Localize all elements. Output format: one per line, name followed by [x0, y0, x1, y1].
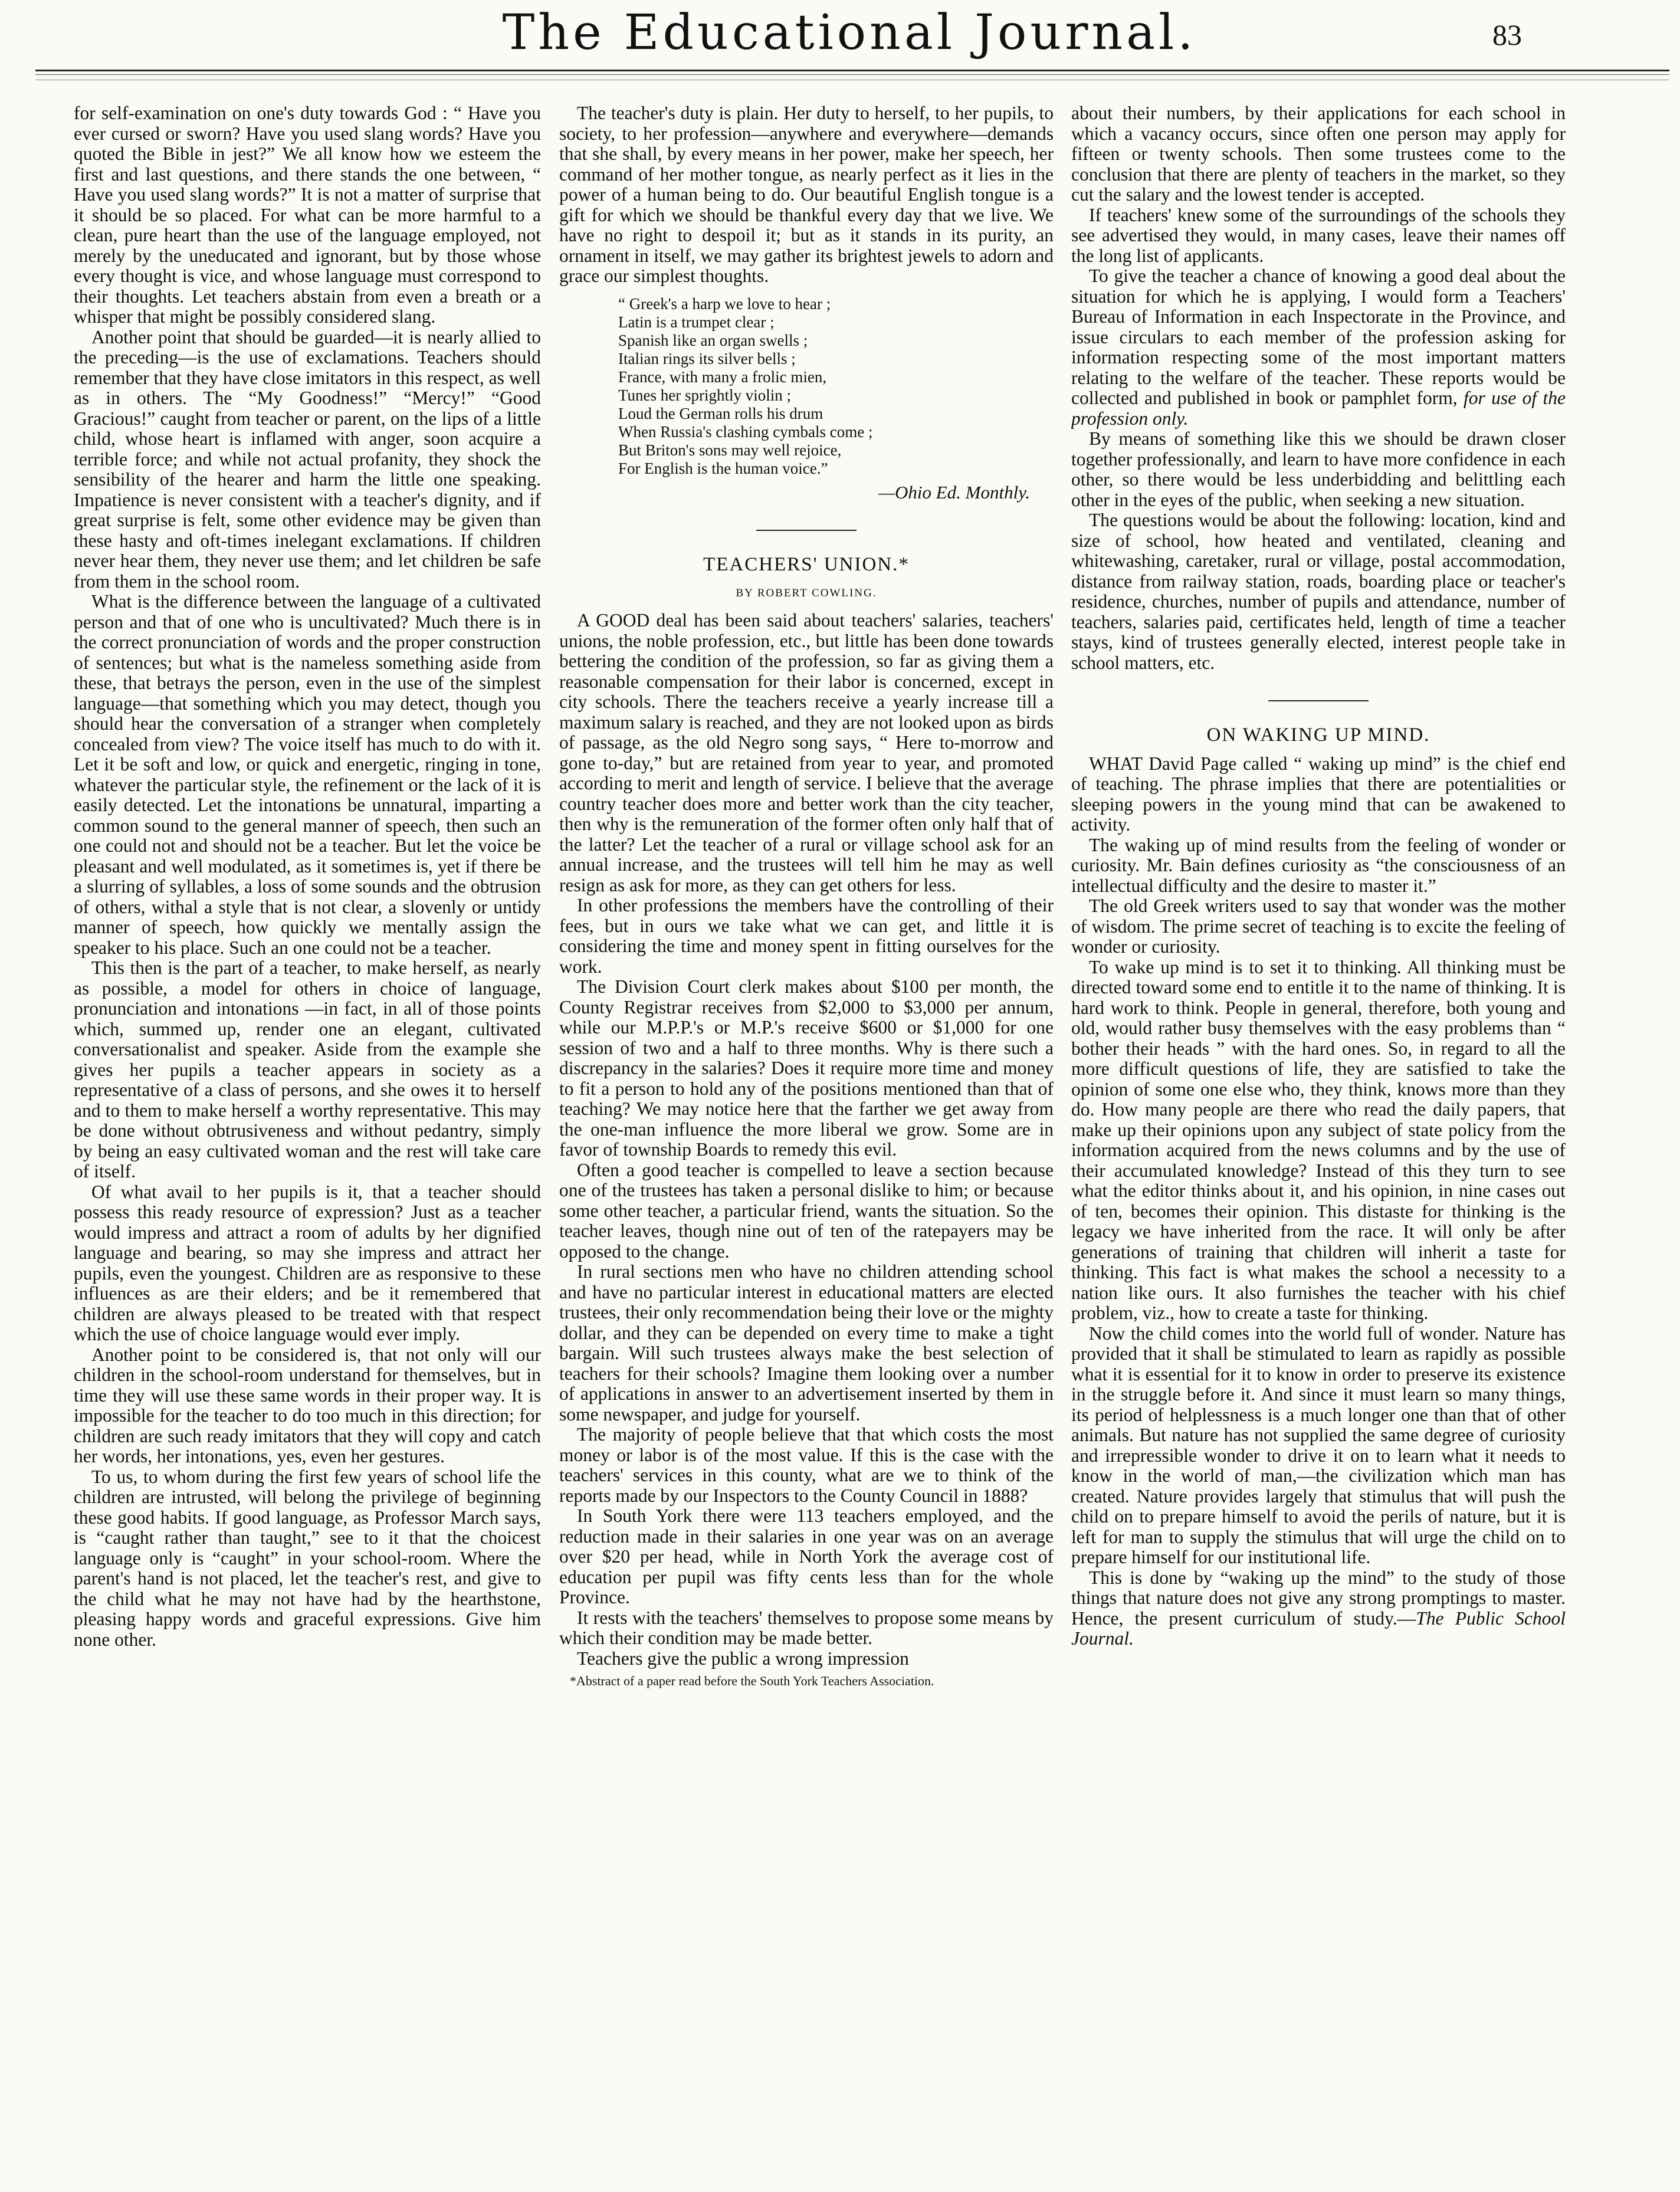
article-source: The Public School Journal.: [1071, 1607, 1566, 1649]
section-divider: [1268, 700, 1369, 701]
paragraph: Now the child comes into the world full of wonder. Nature has provided that it shall be stimulated to learn as rapidly as possible what it is essential for it to know in order to preserve its existence in the struggle before it. And since it must learn so many things, its period of helplessness is a much longer one than that of other animals. But nature has not supplied the same degree of curiosity and irrepressible wonder to drive it on to learn what it needs to know in the world of man,—the civilization which man has created. Nature provides largely that stimulus that will push the child on to prepare himself to avoid the perils of nature, but it is left for man to supply the stimulus that will urge the child on to prepare himself for our institutional life.: [1071, 1323, 1566, 1567]
poem-line: Tunes her sprightly violin ;: [618, 386, 792, 404]
paragraph: It rests with the teachers' themselves to propose some means by which their condition may be made better.: [559, 1607, 1054, 1648]
paragraph: This then is the part of a teacher, to make herself, as nearly as possible, a model for others in choice of language, pronunciation and intonations —in fact, in all of those points which, summed up, render one an elegant, cultivated conversationalist and speaker. Aside from the example she gives her pupils a teacher appears in society as a representative of a class of persons, and she owes it to herself and to them to make herself a worthy representative. This may be done without obtrusiveness and without pedantry, simply by being an easy cultivated woman and the rest will take care of itself.: [74, 957, 541, 1182]
column-right: [1071, 103, 1566, 2177]
article-byline: BY ROBERT COWLING.: [736, 586, 877, 599]
paragraph: WHAT David Page called “ waking up mind” is the chief end of teaching. The phrase implies that there are potentialities or sleeping powers in the young mind that can be awakened to activity.: [1071, 753, 1566, 835]
poem-line: Italian rings its silver bells ;: [618, 349, 796, 367]
paragraph: [1071, 266, 1566, 429]
paragraph-text: This is done by “waking up the mind” to the study of those things that nature does not give any strong promptings to master. Hence, the present curriculum of study.—: [1071, 1567, 1566, 1629]
paragraph: Teachers give the public a wrong impression: [577, 1648, 909, 1669]
paragraph: Of what avail to her pupils is it, that a teacher should possess this ready resource of expression? Just as a teacher would impress and attract a room of adults by her dignified language and bearing, so may she impress and attract her pupils, even the youngest. Children are as responsive to these influences as are their elders; and be it remembered that children are always pleased to be treated with that respect which the use of choice language would ever imply.: [74, 1181, 541, 1344]
masthead: [0, 0, 1680, 65]
section-divider: [756, 530, 857, 531]
paragraph-text: To give the teacher a chance of knowing a good deal about the situation for which he is applying, I would form a Teachers' Bureau of Information in each Inspectorate in the Province, and issue circulars to each member of the profession asking for information respecting some of the most important matters relating to the welfare of the teacher. These reports would be collected and published in book or pamphlet form,: [1071, 265, 1566, 408]
article-heading: ON WAKING UP MIND.: [1206, 724, 1430, 746]
paragraph: The questions would be about the following: location, kind and size of school, how heated and ventilated, cleaning and whitewashing, caretaker, rural or village, postal accommodation, distance from railway station, roads, boarding place or teacher's residence, churches, number of pupils and attendance, number of teachers, salaries paid, certificates held, length of time a teacher stays, kind of trustees generally elected, interest people take in school matters, etc.: [1071, 510, 1566, 673]
paragraph: The waking up of mind results from the feeling of wonder or curiosity. Mr. Bain defines curiosity as “the consciousness of an intellectual difficulty and the desire to master it.”: [1071, 834, 1566, 896]
paragraph: Often a good teacher is compelled to leave a section because one of the trustees has taken a personal dislike to him; or because some other teacher, a particular friend, wants the situation. So the teacher leaves, though nine out of ten of the ratepayers may be opposed to the change.: [559, 1159, 1054, 1262]
masthead-rule-thin: [35, 74, 1669, 75]
footnote: *Abstract of a paper read before the South York Teachers Association.: [570, 1673, 934, 1688]
paragraph: A GOOD deal has been said about teachers' salaries, teachers' unions, the noble profession, etc., but little has been done towards bettering the condition of the profession, so far as giving them a reasonable compensation for their labor is concerned, except in city schools. There the teachers receive a yearly increase till a maximum salary is reached, and they are not looked upon as birds of passage, as the old Negro song says, “ Here to-morrow and gone to-day,” but are retained from year to year, and promoted according to merit and length of service. I believe that the average country teacher does more and better work than the city teacher, then why is the remuneration of the former often only half that of the latter? Let the teacher of a rural or village school ask for an annual increase, and the trustees will tell him he may as well resign as ask for more, as they can get others for less.: [559, 610, 1054, 895]
poem-line: “ Greek's a harp we love to hear ;: [618, 294, 831, 313]
paragraph: To wake up mind is to set it to thinking. All thinking must be directed toward some end to entitle it to the name of thinking. It is hard work to think. People in general, therefore, both young and old, would rather busy themselves with the easy problems than “ bother their heads ” with the hard ones. So, in regard to all the more difficult questions of life, they are satisfied to take the opinion of some one else who, they think, knows more than they do. How many people are there who read the daily papers, that make up their opinions upon any subject of state policy from the information acquired from the news columns and by the use of their accumulated knowledge? Instead of this they turn to see what the editor thinks about it, and his opinion, in nine cases out of ten, becomes their opinion. This distaste for thinking is the legacy we have inherited from the race. It will only be after generations of training that children will inherit a taste for thinking. This fact is what makes the school a necessity to a nation like ours. It also furnishes the teacher with his chief problem, viz., how to create a taste for thinking.: [1071, 956, 1566, 1323]
paragraph: Another point that should be guarded—it is nearly allied to the preceding—is the use of exclamations. Teachers should remember that they have close imitators in this respect, as well as in others. The “My Goodness!” “Mercy!” “Good Gracious!” caught from teacher or parent, on the lips of a little child, whose heart is inflamed with anger, soon acquire a terrible force; and while not actual profanity, they shock the sensibility of the hearer and harm the little one speaking. Impatience is never consistent with a teacher's dignity, and if great surprise is felt, some other evidence may be given than these hasty and oft-times inelegant exclamations. If children never hear them, they never use them; and let children be safe from them in the school room.: [74, 326, 541, 592]
paragraph: By means of something like this we should be drawn closer together professionally, and learn to have more confidence in each other, so there would be less underbidding and belittling each other in the eyes of the public, when seeking a new situation.: [1071, 428, 1566, 510]
paragraph: If teachers' knew some of the surroundings of the schools they see advertised they would, in many cases, leave their names off the long list of applicants.: [1071, 204, 1566, 266]
paragraph: What is the difference between the language of a cultivated person and that of one who is uncultivated? Much there is in the correct pronunciation of words and the proper construction of sentences; but what is the nameless something aside from these, that betrays the person, even in the use of the simplest language—that something which you may detect, though you should hear the conversation of a stranger when completely concealed from view? The voice itself has much to do with it. Let it be soft and low, or quick and energetic, ringing in tone, whatever the particular style, the refinement or the lack of it is easily detected. Let the intonations be unnatural, imparting a common sound to the general manner of speech, then such an one could not and should not be a teacher. But let the voice be pleasant and well modulated, as it sometimes is, yet if there be a slurring of syllables, a loss of some sounds and the obtrusion of others, withal a style that is not clear, a slovenly or untidy manner of speech, how quickly we mentally assign the speaker to his place. Such an one could not be a teacher.: [74, 591, 541, 958]
poem-line: When Russia's clashing cymbals come ;: [618, 422, 873, 441]
poem-line: Loud the German rolls his drum: [618, 404, 823, 422]
poem-line: Latin is a trumpet clear ;: [618, 313, 775, 331]
poem-source: —Ohio Ed. Monthly.: [878, 481, 1030, 503]
poem-line: But Briton's sons may well rejoice,: [618, 441, 842, 459]
paragraph: In South York there were 113 teachers employed, and the reduction made in their salaries in one year was on an average over $20 per head, while in North York the average cost of education per pupil was fifty cents less than for the whole Province.: [559, 1505, 1054, 1607]
paragraph: Another point to be considered is, that not only will our children in the school-room understand for themselves, but in time they will use these same words in their proper way. It is impossible for the teacher to do too much in this direction; for children are such ready imitators that they will copy and catch her words, her intonations, yes, even her gestures.: [74, 1344, 541, 1466]
masthead-rule: [35, 70, 1669, 71]
paragraph: To us, to whom during the first few years of school life the children are intrusted, will belong the privilege of beginning these good habits. If good language, as Professor March says, is “caught rather than taught,” see to it that the choicest language only is “caught” in your school-room. Where the parent's hand is not placed, let the teacher's rest, and give to the child what he may not have had by the hearthstone, pleasing happy words and graceful expressions. Give him none other.: [74, 1466, 541, 1650]
column-left: [74, 103, 541, 2177]
poem-line: France, with many a frolic mien,: [618, 367, 827, 386]
paragraph: In other professions the members have the controlling of their fees, but in ours we take what we can get, and little it is considering the time and money spent in fitting ourselves for the work.: [559, 895, 1054, 977]
paragraph: The old Greek writers used to say that wonder was the mother of wisdom. The prime secret of teaching is to excite the feeling of wonder or curiosity.: [1071, 895, 1566, 957]
journal-title: The Educational Journal.: [502, 5, 1197, 61]
paragraph: The teacher's duty is plain. Her duty to herself, to her pupils, to society, to her profession—anywhere and everywhere—demands that she shall, by every means in her power, make her speech, her command of her mother tongue, as nearly perfect as it lies in the power of a human being to do. Our beautiful English tongue is a gift for which we should be thankful every day that we live. We have no right to despoil it; but as it stands in its purity, an ornament in itself, we may gather its brightest jewels to adorn and grace our simplest thoughts.: [559, 103, 1054, 286]
paragraph: In rural sections men who have no children attending school and have no particular interest in educational matters are elected trustees, their only recommendation being their love or the mighty dollar, and they can be depended on every time to make a tight bargain. Will such trustees always make the best selection of teachers for their schools? Imagine them looking over a number of applications in answer to an advertisement inserted by them in some newspaper, and judge for yourself.: [559, 1261, 1054, 1425]
page-number: 83: [1492, 18, 1522, 51]
paragraph: The majority of people believe that that which costs the most money or labor is of the most value. If this is the case with the teachers' services in this county, what are we to think of the reports made by our Inspectors to the County Council in 1888?: [559, 1424, 1054, 1506]
paragraph: The Division Court clerk makes about $100 per month, the County Registrar receives from $2,000 to $3,000 per annum, while our M.P.P.'s or M.P.'s receive $600 or $1,000 for one session of two and a half to three months. Why is there such a discrepancy in the salaries? Does it require more time and money to fit a person to hold any of the positions mentioned than that of teaching? We may notice here that the farther we get away from the one-man influence the more liberal we grow. Some are in favor of township Boards to remedy this evil.: [559, 976, 1054, 1160]
column-middle: [559, 103, 1054, 2177]
poem-line: Spanish like an organ swells ;: [618, 331, 808, 349]
paragraph: [1071, 1568, 1566, 1649]
poem: [618, 295, 1054, 478]
poem-line: For English is the human voice.”: [618, 459, 828, 477]
paragraph: about their numbers, by their applications for each school in which a vacancy occurs, since often one person may apply for fifteen or twenty schools. Then some trustees come to the conclusion that there are plenty of teachers in the market, so they cut the salary and the lowest tender is accepted.: [1071, 103, 1566, 205]
emphasis: for use of the profession only.: [1071, 388, 1566, 429]
article-heading: TEACHERS' UNION.*: [703, 554, 910, 575]
paragraph: for self-examination on one's duty towards God : “ Have you ever cursed or sworn? Have you used slang words? Have you quoted the Bible in jest?” We all know how we esteem the first and last questions, and there stands the one between, “ Have you used slang words?” It is not a matter of surprise that it should be so placed. For what can be more harmful to a clean, pure heart than the use of the language employed, not merely by the uneducated and ignorant, but by those whose every thought is vice, and whose language must correspond to their thoughts. Let teachers abstain from even a breath or a whisper that might be possibly considered slang.: [74, 103, 541, 327]
